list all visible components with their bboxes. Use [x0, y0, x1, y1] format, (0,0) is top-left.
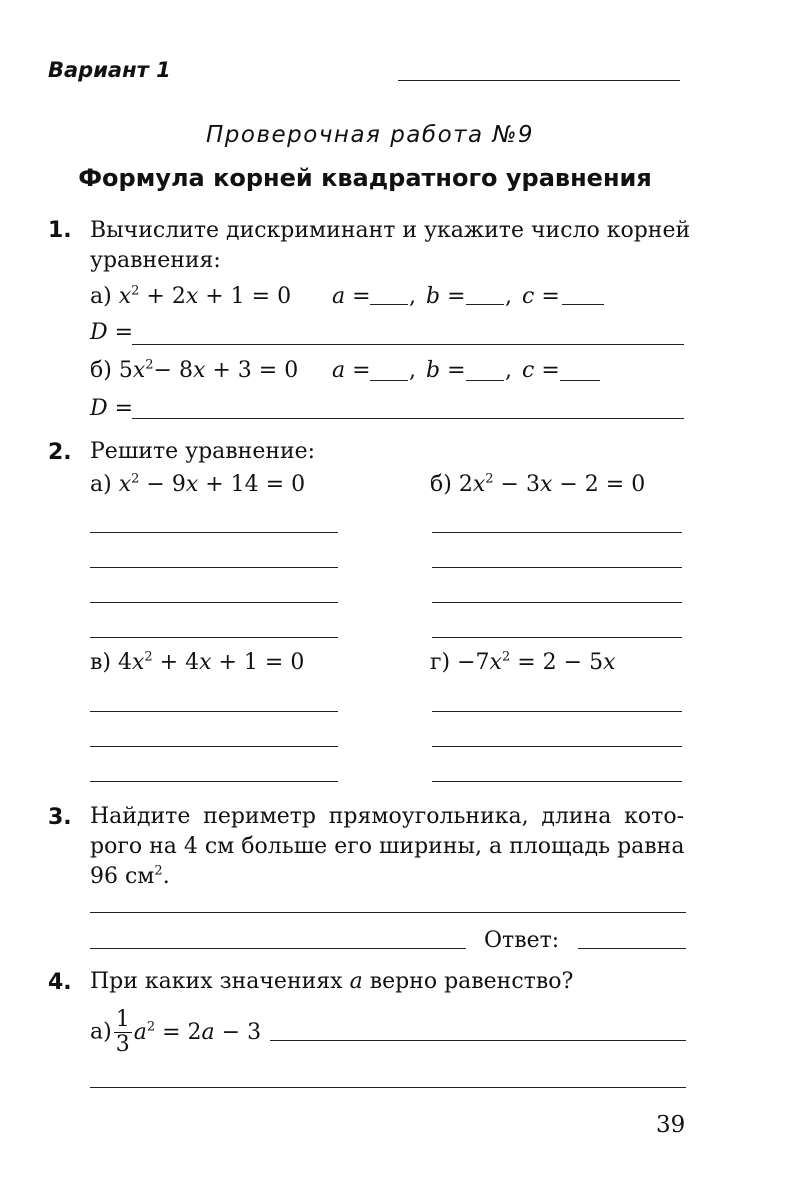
task2c-answer-line-3[interactable] [90, 781, 338, 782]
task4-answer-line-2[interactable] [90, 1087, 686, 1088]
task1b-coef-c-blank[interactable] [560, 380, 600, 381]
task2a-answer-line-1[interactable] [90, 532, 338, 533]
name-line[interactable] [398, 80, 680, 81]
page-number: 39 [656, 1112, 686, 1138]
task2a-equation: а) $x^2 - 9x + 14 = 0$ [90, 471, 306, 497]
task2c-equation: в) $4x^2 + 4x + 1 = 0$ [90, 649, 305, 675]
task1a-coef-b: b = [426, 284, 466, 309]
task3-text-line3: 96 $см^2$. [90, 863, 170, 889]
task1a-coef-c-blank[interactable] [562, 304, 604, 305]
task1b-coef-a-blank[interactable] [370, 380, 408, 381]
task3-number: 3. [48, 805, 72, 830]
task4a-equation: а) $\frac{1}{3}$ $a^2 = 2a - 3$ [90, 1007, 262, 1057]
task1b-d-label: D = [90, 396, 134, 421]
variant-label: Вариант 1 [48, 58, 171, 82]
task2b-answer-line-3[interactable] [432, 602, 682, 603]
task1b-coef-b: b = [426, 358, 466, 383]
task1b-d-line[interactable] [132, 418, 684, 419]
task1a-d-label: D = [90, 320, 134, 345]
task1a-coef-c: c = [522, 284, 560, 309]
task1-number: 1. [48, 218, 72, 243]
task4-number: 4. [48, 970, 72, 995]
task2d-answer-line-3[interactable] [432, 781, 682, 782]
task2b-answer-line-1[interactable] [432, 532, 682, 533]
task1b-coef-a: a = [332, 358, 371, 383]
task1a-coef-b-blank[interactable] [466, 304, 504, 305]
task2b-equation: б) $2x^2 - 3x - 2 = 0$ [430, 471, 646, 497]
task2a-answer-line-3[interactable] [90, 602, 338, 603]
task4-text: При каких значениях a верно равенство? [90, 969, 574, 994]
task3-text-line2: рого на 4 см больше его ширины, а площадь равна [90, 834, 685, 859]
task1b-equation: б) $5x^2- 8x + 3 = 0$ [90, 357, 299, 383]
task2b-answer-line-4[interactable] [432, 637, 682, 638]
task1-text-line2: уравнения: [90, 248, 221, 273]
subtitle: Проверочная работа №9 [205, 122, 535, 148]
task3-text-line1: Найдите периметр прямоугольника, длина кото- [90, 804, 684, 829]
task2-text: Решите уравнение: [90, 439, 316, 464]
task2d-answer-line-2[interactable] [432, 746, 682, 747]
task1a-label: а) [90, 284, 112, 309]
task2a-answer-line-4[interactable] [90, 637, 338, 638]
task1a-d-line[interactable] [132, 344, 684, 345]
task1-text-line1: Вычислите дискриминант и укажите число корней [90, 218, 691, 243]
task1b-label: б) [90, 358, 112, 383]
task3-answer-field[interactable] [578, 948, 686, 949]
task2d-answer-line-1[interactable] [432, 711, 682, 712]
page-title: Формула корней квадратного уравнения [78, 164, 652, 192]
task3-answer-label: Ответ: [484, 928, 560, 953]
task1a-coef-a-blank[interactable] [370, 304, 408, 305]
task1a-equation: а) $x^2 + 2x + 1 = 0$ [90, 283, 292, 309]
task3-answer-line-1[interactable] [90, 912, 686, 913]
task2b-answer-line-2[interactable] [432, 567, 682, 568]
task1b-coef-b-blank[interactable] [466, 380, 504, 381]
task2-number: 2. [48, 440, 72, 465]
task1b-coef-c: c = [522, 358, 560, 383]
task2c-answer-line-1[interactable] [90, 711, 338, 712]
task3-answer-line-2[interactable] [90, 948, 466, 949]
task2a-answer-line-2[interactable] [90, 567, 338, 568]
task2c-answer-line-2[interactable] [90, 746, 338, 747]
task4a-answer-line[interactable] [270, 1040, 686, 1041]
task2d-equation: $г) -7x^2 = 2 - 5x$ [430, 649, 616, 675]
task1a-coef-a: a = [332, 284, 371, 309]
